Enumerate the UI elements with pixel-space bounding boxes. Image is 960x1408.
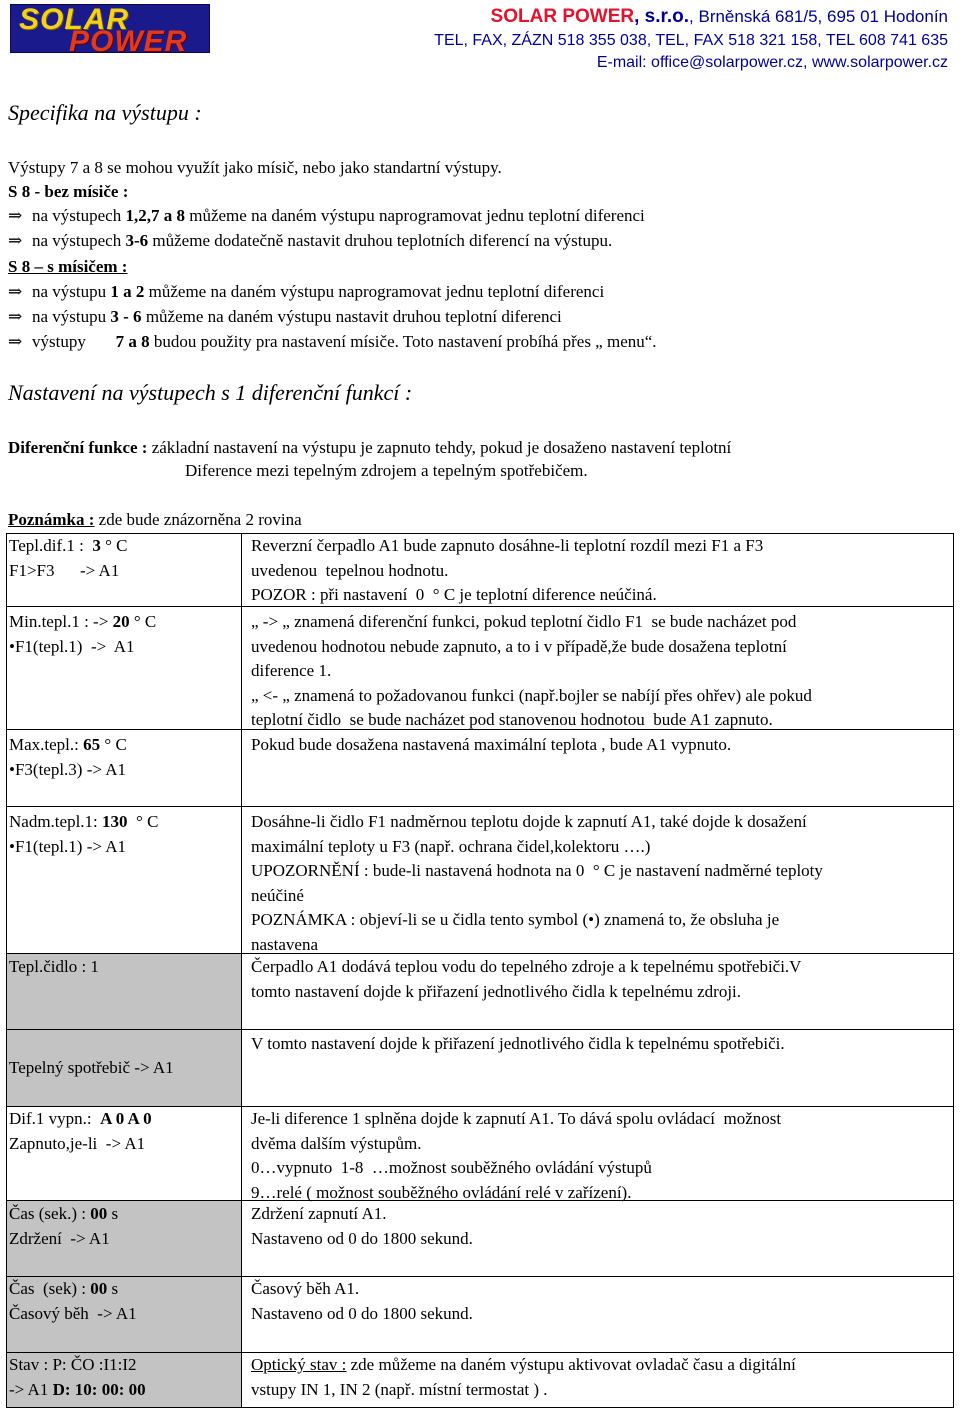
description-text: POZOR : při nastavení 0 ° C je teplotní diference neúčiná.: [251, 585, 657, 604]
list-item: ⇒ na výstupech 1,2,7 a 8 můžeme na daném výstupu naprogramovat jednu teplotní diferenci: [8, 206, 645, 225]
company-name: SOLAR POWER: [490, 6, 635, 27]
description-text: vstupy IN 1, IN 2 (např. místní termostat ) .: [251, 1379, 548, 1399]
setting-text: Čas (sek.) : 00 s: [9, 1204, 119, 1223]
description-text: Optický stav : zde můžeme na daném výstupu aktivovat ovladač času a digitální: [251, 1355, 796, 1374]
company-phones: TEL, FAX, ZÁZN 518 355 038, TEL, FAX 518 321 158, TEL 608 741 635: [434, 32, 948, 49]
description-text: tomto nastavení dojde k přiřazení jednotlivého čidla k tepelnému zdroji.: [251, 981, 742, 1001]
logo-text-power: POWER: [69, 25, 188, 53]
description-text: uvedenou hodnotou nebude zapnuto, a to i v případě,že bude dosažena teplotní: [251, 636, 787, 656]
description-text: Časový běh A1.: [251, 1279, 360, 1298]
setting-text: Dif.1 vypn.: A 0 A 0: [9, 1109, 152, 1128]
setting-text: •F1(tepl.1) -> A1: [9, 837, 127, 856]
setting-text: Tepl.čidlo : 1: [9, 957, 99, 976]
setting-text: Stav : P: ČO :I1:I2: [9, 1355, 137, 1374]
description-text: Reverzní čerpadlo A1 bude zapnuto dosáhne-li teplotní rozdíl mezi F1 a F3: [251, 536, 764, 555]
description-text: nastavena: [251, 934, 319, 954]
description-text: V tomto nastavení dojde k přiřazení jednotlivého čidla k tepelnému spotřebiči.: [251, 1034, 785, 1053]
description-text: UPOZORNĚNÍ : bude-li nastavená hodnota na 0 ° C je nastavení nadměrné teploty: [251, 861, 823, 880]
setting-text: Časový běh -> A1: [9, 1304, 137, 1323]
setting-text: Min.tepl.1 : -> 20 ° C: [9, 612, 157, 631]
company-logo: [10, 4, 210, 53]
double-arrow-icon: ⇒: [8, 282, 23, 301]
list-item: ⇒ výstupy 7 a 8 budou použity pra nastavení mísiče. Toto nastavení probíhá přes „ menu“.: [8, 332, 657, 351]
setting-text: -> A1 D: 10: 00: 00: [9, 1380, 146, 1399]
description-text: Dosáhne-li čidlo F1 nadměrnou teplotu dojde k zapnutí A1, také dojde k dosažení: [251, 812, 807, 831]
definition-continuation: Diference mezi tepelným zdrojem a tepelným spotřebičem.: [185, 461, 588, 480]
description-text: 9…relé ( možnost souběžného ovládání relé v zařízení).: [251, 1182, 632, 1202]
description-text: Nastaveno od 0 do 1800 sekund.: [251, 1228, 473, 1248]
setting-text: Tepl.dif.1 : 3 ° C: [9, 536, 128, 555]
company-name-line: [491, 6, 948, 28]
setting-text: Zdržení -> A1: [9, 1229, 110, 1248]
description-text: diference 1.: [251, 661, 332, 680]
company-email: E-mail: office@solarpower.cz, www.solarpower.cz: [596, 54, 948, 71]
description-text: neúčiné: [251, 885, 304, 905]
description-text: dvěma dalším výstupům.: [251, 1133, 422, 1153]
setting-text: Nadm.tepl.1: 130 ° C: [9, 812, 159, 831]
description-text: uvedenou tepelnou hodnotu.: [251, 560, 449, 580]
note-line: Poznámka : zde bude znázorněna 2 rovina: [8, 510, 302, 529]
setting-text: •F1(tepl.1) -> A1: [9, 637, 135, 656]
subheading-bez-misice: S 8 - bez mísiče :: [8, 182, 129, 201]
description-text: Nastaveno od 0 do 1800 sekund.: [251, 1303, 473, 1323]
setting-text: Tepelný spotřebič -> A1: [9, 1058, 174, 1077]
description-text: 0…vypnuto 1-8 …možnost souběžného ovládání výstupů: [251, 1158, 652, 1177]
description-text: teplotní čidlo se bude nacházet pod stanovenou hodnotou bude A1 zapnuto.: [251, 710, 773, 729]
setting-text: Max.tepl.: 65 ° C: [9, 735, 127, 754]
description-text: POZNÁMKA : objeví-li se u čidla tento symbol (•) znamená to, že obsluha je: [251, 910, 780, 929]
company-suffix: , s.r.o.: [634, 6, 690, 27]
setting-text: •F3(tepl.3) -> A1: [9, 760, 127, 779]
double-arrow-icon: ⇒: [8, 332, 23, 351]
double-arrow-icon: ⇒: [8, 307, 23, 326]
setting-text: Zapnuto,je-li -> A1: [9, 1134, 146, 1153]
setting-text: F1>F3 -> A1: [9, 561, 120, 580]
double-arrow-icon: ⇒: [8, 231, 23, 250]
definition-line: Diferenční funkce : základní nastavení na výstupu je zapnuto tehdy, pokud je dosaženo nastavení teplotní: [8, 438, 732, 457]
list-item: ⇒ na výstupu 1 a 2 můžeme na daném výstupu naprogramovat jednu teplotní diferenci: [8, 282, 605, 301]
subheading-s-misicem: S 8 – s mísičem :: [8, 257, 128, 276]
description-text: Zdržení zapnutí A1.: [251, 1204, 387, 1223]
setting-text: Čas (sek) : 00 s: [9, 1279, 119, 1298]
double-arrow-icon: ⇒: [8, 206, 23, 225]
description-text: Čerpadlo A1 dodává teplou vodu do tepelného zdroje a k tepelnému spotřebiči.V: [251, 957, 802, 976]
section-title-specifika: Specifika na výstupu :: [8, 100, 202, 125]
description-text: „ -> „ znamená diferenční funkci, pokud teplotní čidlo F1 se bude nacházet pod: [251, 612, 797, 631]
description-text: Pokud bude dosažena nastavená maximální teplota , bude A1 vypnuto.: [251, 735, 732, 754]
description-text: „ <- „ znamená to požadovanou funkci (např.bojler se nabíjí přes ohřev) ale pokud: [251, 685, 812, 705]
section-title-nastaveni: Nastavení na výstupech s 1 diferenční funkcí :: [8, 380, 413, 405]
intro-text: Výstupy 7 a 8 se mohou využít jako mísič, nebo jako standartní výstupy.: [8, 158, 502, 177]
description-text: Je-li diference 1 splněna dojde k zapnutí A1. To dává spolu ovládací možnost: [251, 1109, 782, 1128]
list-item: ⇒ na výstupu 3 - 6 můžeme na daném výstupu nastavit druhou teplotní diferenci: [8, 307, 562, 326]
company-address: , Brněnská 681/5, 695 01 Hodonín: [689, 7, 948, 26]
list-item: ⇒ na výstupech 3-6 můžeme dodatečně nastavit druhou teplotních diferencí na výstupu.: [8, 231, 613, 250]
description-text: maximální teploty u F3 (např. ochrana čidel,kolektoru ….): [251, 836, 651, 856]
logo-text-solar: SOLAR: [19, 4, 129, 36]
